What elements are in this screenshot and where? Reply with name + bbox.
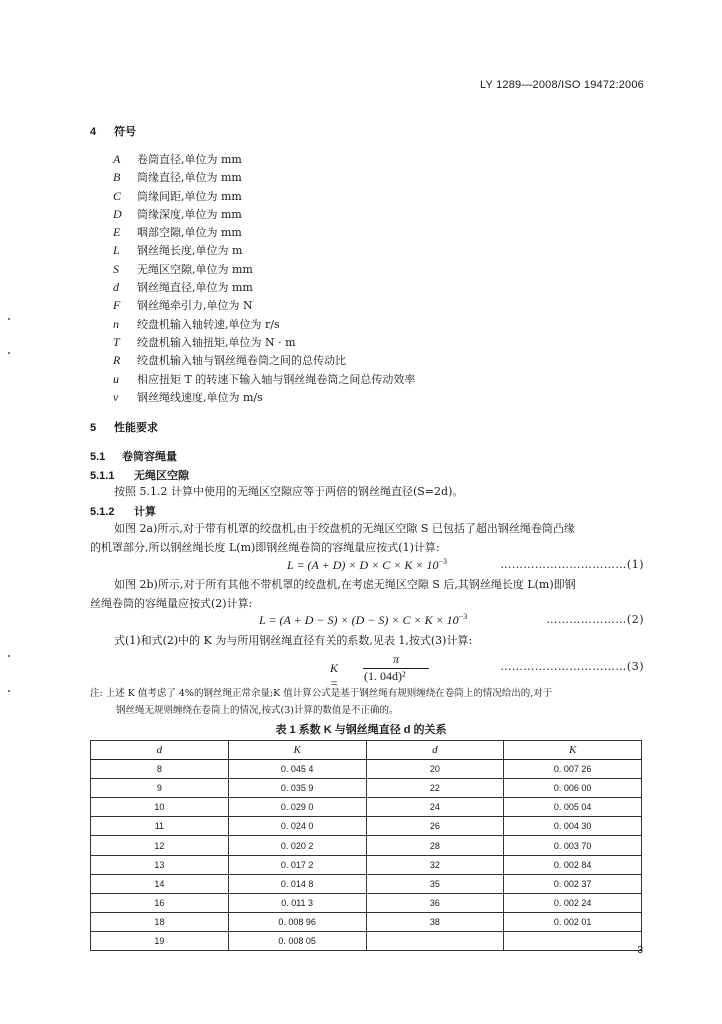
paragraph-3: 式(1)和式(2)中的 K 为与所用钢丝绳直径有关的系数,见表 1,按式(3)计算: — [114, 634, 473, 647]
section-title: 卷筒容绳量 — [122, 451, 177, 463]
table-cell: 22 — [366, 779, 504, 798]
symbol-description: 钢丝绳牵引力,单位为 N — [137, 299, 253, 313]
symbol-letter: A — [113, 152, 121, 166]
symbol-item — [113, 388, 415, 406]
table-cell: 0. 020 2 — [228, 836, 366, 855]
table-cell: 14 — [91, 874, 229, 893]
section-5-1-2-heading — [90, 503, 156, 519]
paragraph-2-line-2: 丝绳卷筒的容绳量应按式(2)计算: — [90, 597, 253, 610]
note-line-1: 注: 上述 K 值考虑了 4%的钢丝绳正常余量;K 值计算公式是基于钢丝绳有规则缠绕在卷筒上的情况给出的,对于 — [90, 688, 553, 699]
table-cell: 0. 008 05 — [228, 931, 366, 950]
table-row — [91, 874, 642, 893]
table-cell: 20 — [366, 760, 504, 779]
table-cell: 0. 007 26 — [504, 760, 642, 779]
symbol-description: 绞盘机输入轴与钢丝绳卷筒之间的总传动比 — [137, 354, 346, 368]
page-number: 3 — [637, 945, 643, 956]
symbol-description: 绞盘机输入轴扭矩,单位为 N · m — [137, 335, 296, 349]
section-5-heading — [90, 419, 158, 435]
table-row — [91, 817, 642, 836]
table-cell: 36 — [366, 893, 504, 912]
symbol-item — [113, 205, 415, 223]
formula-2-exponent: −3 — [458, 612, 468, 621]
formula-3-lhs: K = — [330, 661, 339, 690]
scan-mark — [8, 318, 10, 320]
section-number: 5 — [90, 422, 97, 434]
table-cell: 9 — [91, 779, 229, 798]
symbol-letter: B — [113, 170, 121, 185]
section-title: 计算 — [134, 506, 156, 518]
table-header-row — [91, 741, 642, 760]
coefficient-table — [90, 740, 642, 951]
table-cell: 0. 045 4 — [228, 760, 366, 779]
note-line-2: 钢丝绳无规则缠绕在卷筒上的情况,按式(3)计算的数值是不正确的。 — [116, 705, 399, 716]
symbol-description: 卷筒直径,单位为 mm — [137, 153, 242, 166]
formula-1 — [287, 557, 447, 573]
symbol-item — [113, 333, 415, 351]
formula-2-number: …………………(2) — [546, 613, 644, 626]
table-cell: 0. 003 70 — [504, 836, 642, 855]
table-cell: 0. 024 0 — [228, 817, 366, 836]
table-cell: 18 — [91, 912, 229, 931]
symbol-letter: E — [113, 225, 121, 240]
table-cell — [504, 931, 642, 950]
formula-1-number: ……………………………(1) — [500, 558, 644, 571]
header-k-1: K — [228, 741, 366, 760]
header-d-2: d — [366, 741, 504, 760]
symbol-item — [113, 223, 415, 241]
table-cell: 28 — [366, 836, 504, 855]
section-title: 无绳区空隙 — [134, 470, 189, 482]
table-cell: 0. 002 84 — [504, 855, 642, 874]
table-row — [91, 931, 642, 950]
symbol-item — [113, 278, 415, 296]
table-cell: 0. 006 00 — [504, 779, 642, 798]
table-cell: 19 — [91, 931, 229, 950]
paragraph-2-line-1: 如图 2b)所示,对于所有其他不带机罩的绞盘机,在考虑无绳区空隙 S 后,其钢丝绳长度 L(m)即钢 — [114, 578, 576, 591]
section-number: 5.1.1 — [90, 470, 115, 482]
formula-3-denominator: (1. 04d)² — [364, 669, 406, 683]
table-cell: 0. 014 8 — [228, 874, 366, 893]
formula-3-numerator: π — [393, 652, 400, 666]
table-cell: 0. 004 30 — [504, 817, 642, 836]
scan-mark — [8, 352, 10, 354]
scan-mark — [8, 690, 10, 692]
table-cell: 24 — [366, 798, 504, 817]
symbol-letter: u — [113, 371, 119, 386]
table-cell: 11 — [91, 817, 229, 836]
table-cell: 35 — [366, 874, 504, 893]
table-cell: 0. 035 9 — [228, 779, 366, 798]
symbol-description: 钢丝绳线速度,单位为 m/s — [137, 390, 263, 404]
table-cell: 32 — [366, 855, 504, 874]
formula-2-body: L = (A + D − S) × (D − S) × C × K × 10 — [259, 613, 459, 627]
table-cell: 8 — [91, 760, 229, 779]
table-row — [91, 893, 642, 912]
symbol-description: 筒缘深度,单位为 mm — [137, 207, 242, 221]
table-cell: 0. 011 3 — [228, 893, 366, 912]
scan-mark — [8, 655, 10, 657]
table-row — [91, 836, 642, 855]
symbol-item — [113, 370, 415, 388]
symbol-item — [113, 315, 415, 333]
symbol-letter: R — [113, 353, 121, 368]
symbol-letter: T — [113, 334, 120, 349]
table-caption: 表 1 系数 K 与钢丝绳直径 d 的关系 — [275, 724, 447, 736]
section-number: 4 — [90, 126, 97, 138]
symbol-description: 钢丝绳长度,单位为 m — [137, 244, 243, 258]
paragraph-1-line-2: 的机罩部分,所以钢丝绳长度 L(m)即钢丝绳卷筒的容绳量应按式(1)计算: — [90, 541, 440, 554]
symbol-item — [113, 150, 415, 168]
symbol-letter: v — [113, 389, 119, 404]
section-4-heading — [90, 123, 136, 139]
table-cell: 0. 029 0 — [228, 798, 366, 817]
table-cell: 0. 002 24 — [504, 893, 642, 912]
table-cell: 0. 017 2 — [228, 855, 366, 874]
paragraph-5-1-1: 按照 5.1.2 计算中使用的无绳区空隙应等于两倍的钢丝绳直径(S=2d)。 — [114, 485, 464, 498]
symbol-item — [113, 296, 415, 314]
formula-1-body: L = (A + D) × D × C × K × 10 — [287, 558, 439, 572]
symbol-letter: d — [113, 280, 119, 295]
section-title: 符号 — [114, 126, 136, 138]
header-d-1: d — [91, 741, 229, 760]
symbol-description: 钢丝绳直径,单位为 mm — [137, 281, 253, 295]
document-header: LY 1289—2008/ISO 19472:2006 — [479, 79, 644, 91]
table-row — [91, 760, 642, 779]
symbol-description: 相应扭矩 T 的转速下输入轴与钢丝绳卷筒之间总传动效率 — [137, 372, 416, 386]
table-cell: 13 — [91, 855, 229, 874]
formula-1-exponent: −3 — [438, 557, 448, 566]
table-cell: 10 — [91, 798, 229, 817]
symbol-item — [113, 241, 415, 259]
section-title: 性能要求 — [114, 422, 158, 434]
symbol-item — [113, 168, 415, 186]
symbol-letter: D — [113, 206, 122, 221]
section-5-1-heading — [90, 448, 177, 464]
symbol-description: 筒缘间距,单位为 mm — [137, 189, 242, 203]
table-cell — [366, 931, 504, 950]
formula-2 — [259, 612, 467, 628]
header-k-2: K — [504, 741, 642, 760]
table-cell: 0. 002 37 — [504, 874, 642, 893]
symbol-letter: L — [113, 243, 120, 258]
symbol-description: 筒缘直径,单位为 mm — [137, 171, 242, 185]
table-cell: 0. 008 96 — [228, 912, 366, 931]
table-cell: 12 — [91, 836, 229, 855]
table-cell: 26 — [366, 817, 504, 836]
symbol-letter: F — [113, 298, 121, 313]
symbol-item — [113, 260, 415, 278]
section-number: 5.1 — [90, 451, 106, 463]
symbol-list — [113, 150, 415, 406]
table-row — [91, 779, 642, 798]
table-cell: 38 — [366, 912, 504, 931]
section-number: 5.1.2 — [90, 506, 115, 518]
symbol-description: 咽部空隙,单位为 mm — [137, 226, 242, 240]
table-row — [91, 798, 642, 817]
table-row — [91, 912, 642, 931]
symbol-letter: C — [113, 188, 122, 203]
paragraph-1-line-1: 如图 2a)所示,对于带有机罩的绞盘机,由于绞盘机的无绳区空隙 S 已包括了超出钢丝绳卷筒凸缘 — [114, 522, 575, 535]
table-cell: 0. 002 01 — [504, 912, 642, 931]
table-cell: 0. 005 04 — [504, 798, 642, 817]
symbol-description: 无绳区空隙,单位为 mm — [137, 262, 253, 276]
symbol-letter: n — [113, 316, 119, 331]
section-5-1-1-heading — [90, 467, 189, 483]
formula-3-number: ……………………………(3) — [500, 660, 644, 673]
symbol-letter: S — [113, 261, 119, 276]
symbol-item — [113, 351, 415, 369]
table-cell: 16 — [91, 893, 229, 912]
table-row — [91, 855, 642, 874]
symbol-description: 绞盘机输入轴转速,单位为 r/s — [137, 317, 280, 331]
symbol-item — [113, 187, 415, 205]
